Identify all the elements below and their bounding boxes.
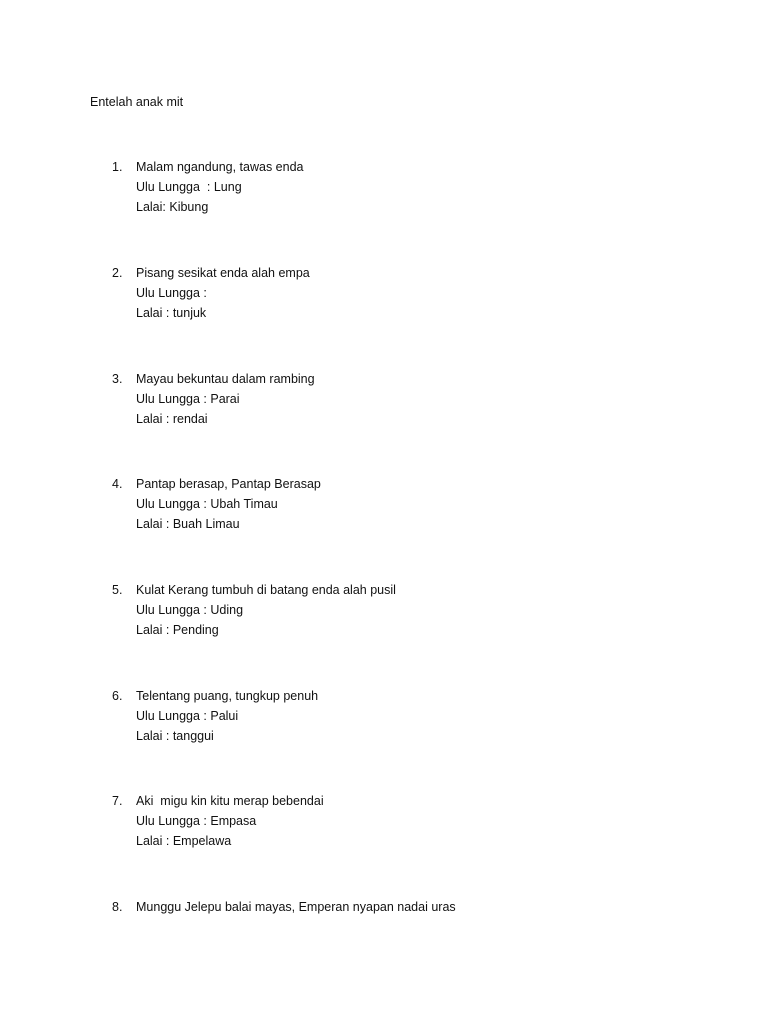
item-lines [136, 897, 456, 917]
item-lines [136, 791, 324, 851]
ulu-lungga-answer: Ulu Lungga : Lung [136, 180, 242, 194]
item-number: 6. [112, 689, 123, 703]
ulu-lungga-answer: Ulu Lungga : Ubah Timau [136, 497, 278, 511]
lalai-answer: Lalai : Empelawa [136, 834, 232, 848]
item-lines [136, 157, 303, 217]
item-lines [136, 686, 318, 746]
riddle-text: Kulat Kerang tumbuh di batang enda alah pusil [136, 583, 396, 597]
lalai-answer: Lalai: Kibung [136, 200, 209, 214]
item-number: 5. [112, 583, 123, 597]
lalai-answer: Lalai : Pending [136, 623, 219, 637]
item-lines [136, 474, 321, 534]
item-number: 2. [112, 266, 123, 280]
ulu-lungga-answer: Ulu Lungga : Empasa [136, 814, 257, 828]
item-lines [136, 263, 310, 323]
lalai-answer: Lalai : rendai [136, 412, 208, 426]
riddle-text: Malam ngandung, tawas enda [136, 160, 304, 174]
riddle-text: Pantap berasap, Pantap Berasap [136, 477, 321, 491]
item-number: 7. [112, 794, 123, 808]
ulu-lungga-answer: Ulu Lungga : [136, 286, 207, 300]
riddle-text: Mayau bekuntau dalam rambing [136, 372, 315, 386]
riddle-text: Aki migu kin kitu merap bebendai [136, 794, 324, 808]
riddle-text: Pisang sesikat enda alah empa [136, 266, 310, 280]
item-lines [136, 369, 315, 429]
lalai-answer: Lalai : tunjuk [136, 306, 207, 320]
item-number: 8. [112, 900, 123, 914]
lalai-answer: Lalai : Buah Limau [136, 517, 240, 531]
item-number: 3. [112, 372, 123, 386]
item-lines [136, 580, 396, 640]
item-number: 4. [112, 477, 123, 491]
riddle-text: Telentang puang, tungkup penuh [136, 689, 319, 703]
item-number: 1. [112, 160, 123, 174]
riddle-text: Munggu Jelepu balai mayas, Emperan nyapan nadai uras [136, 900, 456, 914]
ulu-lungga-answer: Ulu Lungga : Uding [136, 603, 244, 617]
lalai-answer: Lalai : tanggui [136, 729, 214, 743]
document-title: Entelah anak mit [90, 95, 184, 109]
ulu-lungga-answer: Ulu Lungga : Parai [136, 392, 240, 406]
ulu-lungga-answer: Ulu Lungga : Palui [136, 709, 239, 723]
